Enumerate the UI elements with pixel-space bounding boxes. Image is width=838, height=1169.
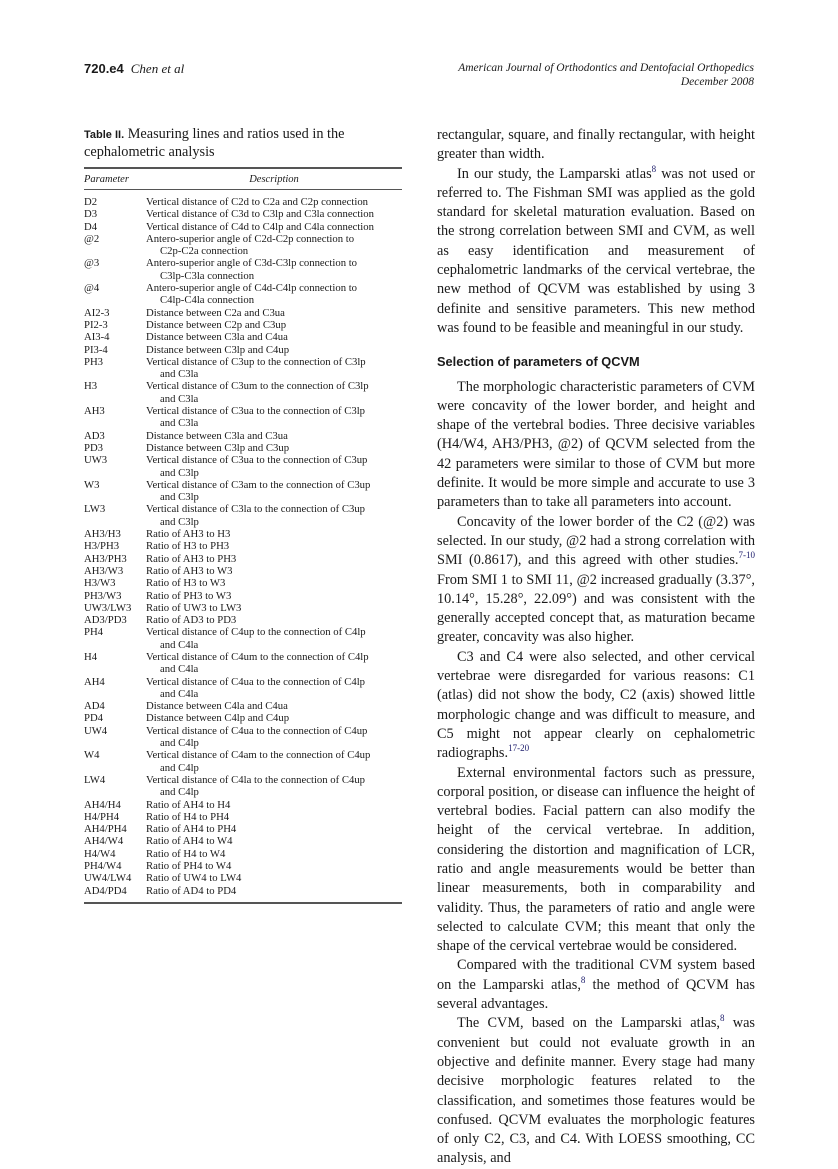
description-cell [146, 356, 402, 381]
citation-link[interactable]: 8 [720, 1013, 725, 1024]
description-cell [146, 430, 402, 442]
description-cell [146, 885, 402, 897]
description-cell [146, 626, 402, 651]
table-row [84, 885, 402, 897]
description-line: Antero-superior angle of C3d-C3lp connection to [146, 257, 358, 270]
parameter-cell: PH3/W3 [84, 589, 122, 602]
description-cell [146, 749, 402, 774]
description-cell [146, 811, 402, 823]
parameter-cell: PD3 [84, 441, 104, 454]
parameter-cell: UW3 [84, 454, 108, 467]
parameter-cell: UW4/LW4 [84, 872, 132, 885]
description-cell [146, 725, 402, 750]
table-row [84, 405, 402, 430]
parameter-cell: AD4/PD4 [84, 884, 127, 897]
description-cell [146, 257, 402, 282]
table-row [84, 848, 402, 860]
description-line: Ratio of AH3 to W3 [146, 564, 233, 577]
description-continuation: C3lp-C3la connection [160, 269, 255, 282]
citation-link[interactable]: 17-20 [508, 743, 530, 754]
description-line: Ratio of AH4 to H4 [146, 798, 231, 811]
table-row [84, 479, 402, 504]
description-continuation: and C3la [160, 392, 199, 405]
citation-link[interactable]: 8 [651, 163, 657, 174]
table-row [84, 454, 402, 479]
parameter-cell: AI3-4 [84, 331, 110, 344]
description-cell [146, 651, 402, 676]
parameter-cell: PI3-4 [84, 343, 108, 356]
table-bottom-rule [84, 902, 402, 904]
description-line: Ratio of AD3 to PD3 [146, 614, 237, 627]
description-line: Distance between C3la and C3ua [146, 429, 288, 442]
paragraph: External environmental factors such as pressure, corporal position, or disease can influence the height of vertebral bodies. Facial pattern can also modify the height of the cervical vertebrae. In addition, considering the distortion and magnification of LCR, ratio and angle measurements would be better than linear measurements, both in comparability and validity. Thus, the parameters of ratio and angle were selected to calculate CVM; this meant that only the shape of the cervical vertebrae would be considered. [437, 764, 755, 955]
parameter-cell: PD4 [84, 712, 104, 725]
parameter-cell: AD3/PD3 [84, 614, 127, 627]
description-line: Distance between C2a and C3ua [146, 306, 285, 319]
description-cell [146, 442, 402, 454]
description-line: Vertical distance of C3d to C3lp and C3la connection [146, 208, 374, 221]
parameter-cell: AH4/H4 [84, 798, 121, 811]
table-body [84, 196, 402, 897]
table-row [84, 540, 402, 552]
description-continuation: and C3lp [160, 515, 199, 528]
description-line: Ratio of UW3 to LW3 [146, 601, 242, 614]
table-row [84, 614, 402, 626]
running-author: Chen et al [130, 61, 185, 76]
description-cell [146, 774, 402, 799]
table-label: Table II. [84, 129, 125, 141]
description-line: Vertical distance of C3um to the connection of C3lp [146, 380, 369, 393]
column-header-parameter: Parameter [84, 173, 129, 185]
description-line: Vertical distance of C3up to the connection of C3lp [146, 355, 366, 368]
text: In our study, the Lamparski atlas [457, 165, 652, 182]
description-continuation: and C3lp [160, 466, 199, 479]
description-line: Ratio of AH3 to H3 [146, 528, 231, 541]
table-caption [84, 126, 402, 161]
table-row [84, 233, 402, 258]
table-row [84, 380, 402, 405]
text: Concavity of the lower border of the C2 (@2) was selected. In our study, @2 had a strong correlation with SMI (0.8617), and this agreed with other studies. [437, 513, 755, 569]
description-cell [146, 454, 402, 479]
table-row [84, 651, 402, 676]
description-cell [146, 614, 402, 626]
description-line: Vertical distance of C4um to the connection of C4lp [146, 650, 369, 663]
description-line: Vertical distance of C4am to the connection of C4up [146, 749, 371, 762]
text: Compared with the traditional CVM system based on the Lamparski atlas, [437, 957, 755, 993]
parameter-cell: H4/PH4 [84, 810, 120, 823]
table-row [84, 565, 402, 577]
table-row [84, 872, 402, 884]
parameter-cell: PH4/W4 [84, 860, 122, 873]
description-line: Vertical distance of C3am to the connection of C3up [146, 478, 371, 491]
citation-link[interactable]: 8 [580, 975, 586, 985]
journal-title: American Journal of Orthodontics and Dentofacial Orthopedics [458, 62, 754, 74]
description-line: Ratio of AH4 to W4 [146, 835, 233, 848]
parameter-cell: W4 [84, 749, 100, 762]
parameter-cell: AH4/W4 [84, 835, 124, 848]
description-cell [146, 577, 402, 589]
paragraph [437, 165, 755, 339]
description-cell [146, 553, 402, 565]
issue-date: December 2008 [680, 76, 754, 88]
table-row [84, 823, 402, 835]
description-cell [146, 540, 402, 552]
parameter-cell: @4 [84, 282, 100, 295]
table-row [84, 221, 402, 233]
text: was not used or referred to. The Fishman SMI was applied as the gold standard for skeletal maturation evaluation. Based on the strong correlation between SMI and CVM, as well as easy identification and measurement of cephalometric landmarks of the cervical vertebrae, the new method of QCVM was established by using 3 definite and sensitive parameters. This new method was found to be feasible and meaningful in our study. [437, 165, 755, 336]
parameter-cell: D4 [84, 220, 98, 233]
table-row [84, 196, 402, 208]
description-line: Antero-superior angle of C4d-C4lp connection to [146, 282, 358, 295]
parameter-cell: AH4 [84, 675, 105, 688]
table-row [84, 602, 402, 614]
parameter-cell: UW3/LW3 [84, 601, 132, 614]
description-line: Ratio of H3 to PH3 [146, 540, 230, 553]
parameter-cell: AH3/PH3 [84, 552, 127, 565]
description-cell [146, 860, 402, 872]
parameter-cell: H4/W4 [84, 847, 116, 860]
description-cell [146, 590, 402, 602]
description-line: Vertical distance of C2d to C2a and C2p connection [146, 196, 369, 208]
table-row [84, 577, 402, 589]
parameter-cell: AD3 [84, 429, 105, 442]
table-row [84, 811, 402, 823]
table-row [84, 282, 402, 307]
table-row [84, 257, 402, 282]
table-row [84, 799, 402, 811]
description-cell [146, 405, 402, 430]
section-heading: Selection of parameters of QCVM [437, 354, 640, 370]
description-line: Ratio of H4 to PH4 [146, 810, 230, 823]
description-line: Distance between C3lp and C3up [146, 441, 290, 454]
description-cell [146, 331, 402, 343]
paragraph [437, 513, 755, 648]
parameter-cell: W3 [84, 478, 100, 491]
description-continuation: and C4lp [160, 761, 199, 774]
description-line: Ratio of H3 to W3 [146, 577, 226, 590]
description-cell [146, 835, 402, 847]
parameter-cell: AI2-3 [84, 306, 110, 319]
description-line: Ratio of UW4 to LW4 [146, 872, 242, 885]
description-cell [146, 602, 402, 614]
description-line: Vertical distance of C4la to the connection of C4up [146, 773, 366, 786]
body-text-column [437, 126, 755, 1169]
description-continuation: and C3la [160, 368, 199, 381]
parameter-cell: D2 [84, 196, 98, 208]
description-line: Ratio of PH4 to W4 [146, 860, 232, 873]
parameter-cell: PI2-3 [84, 318, 108, 331]
description-line: Ratio of H4 to W4 [146, 847, 226, 860]
description-line: Vertical distance of C3ua to the connection of C3up [146, 454, 368, 467]
table-column [84, 126, 402, 904]
description-cell [146, 479, 402, 504]
table-row [84, 774, 402, 799]
description-cell [146, 196, 402, 208]
parameter-cell: H4 [84, 650, 98, 663]
description-line: Distance between C4lp and C4up [146, 712, 290, 725]
table-header-rule [84, 189, 402, 190]
description-line: Vertical distance of C4ua to the connection of C4up [146, 724, 368, 737]
description-cell [146, 565, 402, 577]
column-header-description: Description [249, 173, 299, 185]
description-line: Vertical distance of C4ua to the connection of C4lp [146, 675, 366, 688]
parameter-cell: AD4 [84, 700, 105, 713]
description-continuation: and C4la [160, 638, 199, 651]
text: the method of QCVM has several advantages. [437, 976, 755, 1013]
parameter-cell: PH4 [84, 626, 104, 639]
description-cell [146, 503, 402, 528]
description-cell [146, 208, 402, 220]
page-number: 720.e4 [84, 61, 124, 76]
parameter-cell: AH3/H3 [84, 528, 121, 541]
description-cell [146, 799, 402, 811]
table-row [84, 430, 402, 442]
table-row [84, 553, 402, 565]
table-row [84, 860, 402, 872]
description-cell [146, 712, 402, 724]
parameter-cell: H3/W3 [84, 577, 116, 590]
parameter-cell: H3/PH3 [84, 540, 120, 553]
description-line: Vertical distance of C4d to C4lp and C4la connection [146, 220, 374, 233]
table-row [84, 344, 402, 356]
description-continuation: and C4lp [160, 786, 199, 799]
table-row [84, 749, 402, 774]
description-cell [146, 848, 402, 860]
paragraph: The morphologic characteristic parameters of CVM were concavity of the lower border, and height and shape of the vertebral bodies. Three decisive variables (H4/W4, AH3/PH3, @2) of QCVM selected from the 42 parameters were similar to those of CVM but more definite. It would be more simple and accurate to use 3 parameters than to take all parameters into account. [437, 378, 755, 511]
parameter-cell: AH4/PH4 [84, 823, 127, 836]
description-continuation: and C3la [160, 417, 199, 430]
paragraph [437, 956, 755, 1014]
table-row [84, 208, 402, 220]
description-line: Ratio of AH4 to PH4 [146, 823, 237, 836]
table-row [84, 700, 402, 712]
running-header-right [458, 61, 754, 89]
table-row [84, 725, 402, 750]
parameter-cell: @3 [84, 257, 100, 270]
text: The CVM, based on the Lamparski atlas, [457, 1015, 721, 1032]
table-row [84, 626, 402, 651]
table-caption-text: Measuring lines and ratios used in the cephalometric analysis [84, 126, 345, 160]
description-cell [146, 700, 402, 712]
parameter-cell: AH3/W3 [84, 564, 124, 577]
description-cell [146, 872, 402, 884]
parameter-cell: LW4 [84, 773, 106, 786]
parameter-cell: LW3 [84, 503, 106, 516]
table-row [84, 712, 402, 724]
description-continuation: and C4la [160, 687, 199, 700]
table-row [84, 528, 402, 540]
description-continuation: and C4la [160, 663, 199, 676]
description-line: Vertical distance of C3ua to the connection of C3lp [146, 405, 366, 418]
description-line: Ratio of AD4 to PD4 [146, 884, 237, 897]
description-cell [146, 344, 402, 356]
table-row [84, 319, 402, 331]
description-line: Ratio of AH3 to PH3 [146, 552, 237, 565]
description-continuation: C2p-C2a connection [160, 245, 249, 258]
parameter-cell: PH3 [84, 355, 104, 368]
description-cell [146, 233, 402, 258]
table-row [84, 307, 402, 319]
description-continuation: and C4lp [160, 737, 199, 750]
running-header-left [84, 61, 184, 77]
description-line: Distance between C2p and C3up [146, 318, 287, 331]
description-line: Vertical distance of C3la to the connection of C3up [146, 503, 366, 516]
table-row [84, 503, 402, 528]
parameter-cell: UW4 [84, 724, 108, 737]
paragraph [437, 1014, 755, 1168]
table-row [84, 356, 402, 381]
text: was convenient but could not evaluate growth in an objective and definite manner. Every stage had many decisive morphologic features related to the classification, and sometimes those features would be confused. QCVM evaluates the morphologic features of only C2, C3, and C4. With LOESS smoothing, CC analysis, and [437, 1015, 755, 1167]
description-line: Distance between C3la and C4ua [146, 331, 288, 344]
description-line: Antero-superior angle of C2d-C2p connection to [146, 232, 355, 245]
table-row [84, 590, 402, 602]
description-cell [146, 676, 402, 701]
description-cell [146, 823, 402, 835]
table-row [84, 835, 402, 847]
parameter-cell: AH3 [84, 405, 105, 418]
paragraph: rectangular, square, and finally rectangular, with height greater than width. [437, 127, 755, 163]
table-row [84, 442, 402, 454]
table-header [84, 169, 402, 189]
description-cell [146, 282, 402, 307]
description-cell [146, 221, 402, 233]
description-line: Distance between C4la and C4ua [146, 700, 288, 713]
text: C3 and C4 were also selected, and other cervical vertebrae were disregarded for various reasons: C1 (atlas) did not show the body, C2 (axis) showed little morphologic change and was difficult to measure, and C5 might not appear clearly on cephalometric radiographs. [437, 648, 755, 762]
citation-link[interactable]: 7-10 [738, 550, 755, 561]
text: From SMI 1 to SMI 11, @2 increased gradually (3.37°, 10.14°, 15.28°, 22.09°) and was consistent with the generally accepted concept that, as maturation became greater, concavity was also higher. [437, 571, 755, 646]
paragraph [437, 648, 755, 764]
parameter-cell: H3 [84, 380, 98, 393]
description-cell [146, 380, 402, 405]
description-cell [146, 528, 402, 540]
parameter-cell: @2 [84, 232, 100, 245]
description-continuation: C4lp-C4la connection [160, 294, 255, 307]
description-cell [146, 307, 402, 319]
description-continuation: and C3lp [160, 491, 199, 504]
description-line: Ratio of PH3 to W3 [146, 589, 232, 602]
parameter-cell: D3 [84, 208, 98, 221]
table-row [84, 331, 402, 343]
description-line: Distance between C3lp and C4up [146, 343, 290, 356]
table-row [84, 676, 402, 701]
description-line: Vertical distance of C4up to the connection of C4lp [146, 626, 366, 639]
description-cell [146, 319, 402, 331]
